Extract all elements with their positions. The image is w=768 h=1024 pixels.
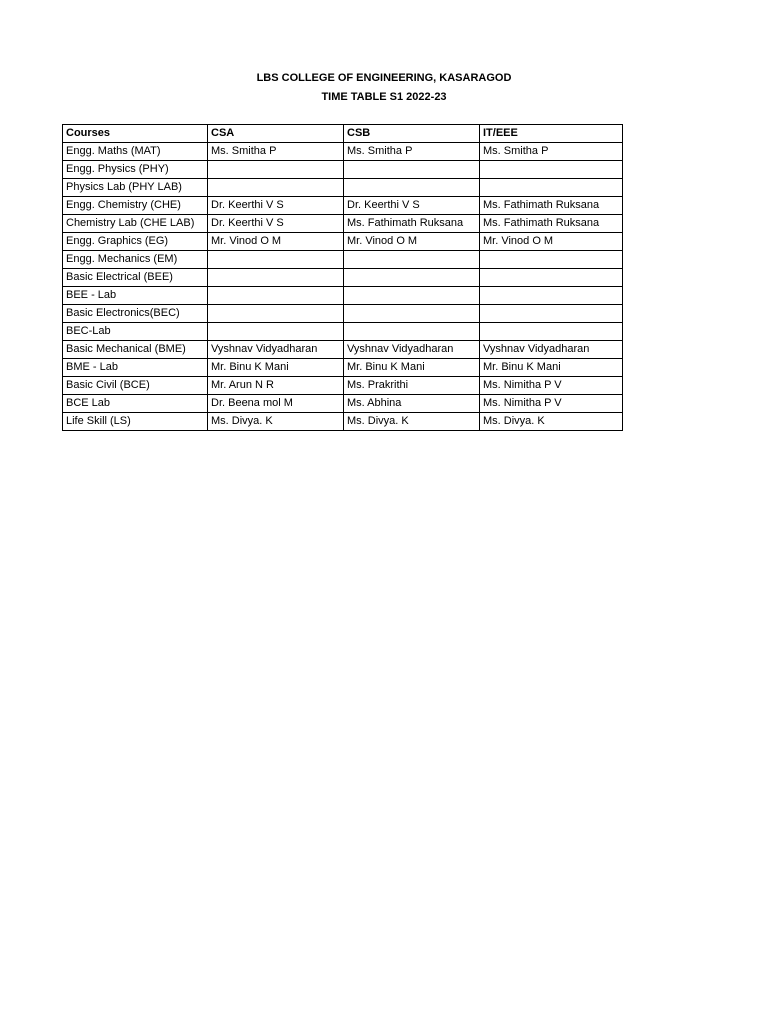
csa-cell	[208, 251, 344, 269]
table-row	[63, 179, 623, 197]
csb-cell: Mr. Vinod O M	[344, 233, 480, 251]
table-row	[63, 143, 623, 161]
course-cell: BEE - Lab	[63, 287, 208, 305]
table-row	[63, 377, 623, 395]
course-cell: Engg. Graphics (EG)	[63, 233, 208, 251]
it-eee-cell: Ms. Nimitha P V	[480, 395, 623, 413]
table-row	[63, 251, 623, 269]
table-row	[63, 359, 623, 377]
course-cell: Engg. Maths (MAT)	[63, 143, 208, 161]
course-cell: BEC-Lab	[63, 323, 208, 341]
it-eee-cell: Mr. Binu K Mani	[480, 359, 623, 377]
csa-cell: Dr. Keerthi V S	[208, 215, 344, 233]
table-row	[63, 323, 623, 341]
table-body	[63, 143, 623, 431]
table-row	[63, 287, 623, 305]
course-cell: Engg. Chemistry (CHE)	[63, 197, 208, 215]
it-eee-cell: Ms. Divya. K	[480, 413, 623, 431]
college-title: LBS COLLEGE OF ENGINEERING, KASARAGOD	[256, 72, 512, 84]
csb-cell: Ms. Fathimath Ruksana	[344, 215, 480, 233]
csa-cell: Mr. Binu K Mani	[208, 359, 344, 377]
table-row	[63, 395, 623, 413]
column-header-it-eee: IT/EEE	[480, 125, 623, 143]
table-row	[63, 413, 623, 431]
table-row	[63, 305, 623, 323]
csb-cell: Vyshnav Vidyadharan	[344, 341, 480, 359]
csb-cell	[344, 269, 480, 287]
it-eee-cell: Ms. Smitha P	[480, 143, 623, 161]
course-cell: Basic Electronics(BEC)	[63, 305, 208, 323]
csa-cell: Mr. Vinod O M	[208, 233, 344, 251]
column-header-csa: CSA	[208, 125, 344, 143]
course-cell: BME - Lab	[63, 359, 208, 377]
csa-cell: Dr. Beena mol M	[208, 395, 344, 413]
timetable-table	[62, 124, 623, 431]
column-header-csb: CSB	[344, 125, 480, 143]
table-row	[63, 161, 623, 179]
csb-cell	[344, 179, 480, 197]
csa-cell	[208, 305, 344, 323]
it-eee-cell	[480, 305, 623, 323]
csb-cell	[344, 251, 480, 269]
course-cell: Engg. Mechanics (EM)	[63, 251, 208, 269]
csa-cell: Mr. Arun N R	[208, 377, 344, 395]
it-eee-cell: Vyshnav Vidyadharan	[480, 341, 623, 359]
csb-cell: Ms. Abhina	[344, 395, 480, 413]
table-header-row	[63, 125, 623, 143]
course-cell: BCE Lab	[63, 395, 208, 413]
table-row	[63, 233, 623, 251]
csb-cell: Ms. Divya. K	[344, 413, 480, 431]
it-eee-cell: Ms. Fathimath Ruksana	[480, 197, 623, 215]
it-eee-cell: Ms. Fathimath Ruksana	[480, 215, 623, 233]
csa-cell	[208, 179, 344, 197]
it-eee-cell	[480, 179, 623, 197]
table-row	[63, 269, 623, 287]
csa-cell	[208, 323, 344, 341]
table-row	[63, 197, 623, 215]
csb-cell	[344, 323, 480, 341]
csb-cell: Ms. Smitha P	[344, 143, 480, 161]
it-eee-cell	[480, 251, 623, 269]
it-eee-cell: Mr. Vinod O M	[480, 233, 623, 251]
course-cell: Basic Mechanical (BME)	[63, 341, 208, 359]
it-eee-cell: Ms. Nimitha P V	[480, 377, 623, 395]
it-eee-cell	[480, 323, 623, 341]
csa-cell	[208, 287, 344, 305]
csb-cell: Mr. Binu K Mani	[344, 359, 480, 377]
it-eee-cell	[480, 161, 623, 179]
timetable-title: TIME TABLE S1 2022-23	[321, 91, 447, 103]
csb-cell: Dr. Keerthi V S	[344, 197, 480, 215]
csa-cell: Vyshnav Vidyadharan	[208, 341, 344, 359]
it-eee-cell	[480, 269, 623, 287]
csb-cell	[344, 305, 480, 323]
csb-cell	[344, 287, 480, 305]
course-cell: Physics Lab (PHY LAB)	[63, 179, 208, 197]
csa-cell: Ms. Divya. K	[208, 413, 344, 431]
csa-cell: Dr. Keerthi V S	[208, 197, 344, 215]
table-row	[63, 215, 623, 233]
csa-cell	[208, 269, 344, 287]
course-cell: Basic Civil (BCE)	[63, 377, 208, 395]
csa-cell	[208, 161, 344, 179]
course-cell: Basic Electrical (BEE)	[63, 269, 208, 287]
it-eee-cell	[480, 287, 623, 305]
csb-cell: Ms. Prakrithi	[344, 377, 480, 395]
table-row	[63, 341, 623, 359]
csa-cell: Ms. Smitha P	[208, 143, 344, 161]
csb-cell	[344, 161, 480, 179]
course-cell: Life Skill (LS)	[63, 413, 208, 431]
column-header-courses: Courses	[63, 125, 208, 143]
course-cell: Chemistry Lab (CHE LAB)	[63, 215, 208, 233]
course-cell: Engg. Physics (PHY)	[63, 161, 208, 179]
